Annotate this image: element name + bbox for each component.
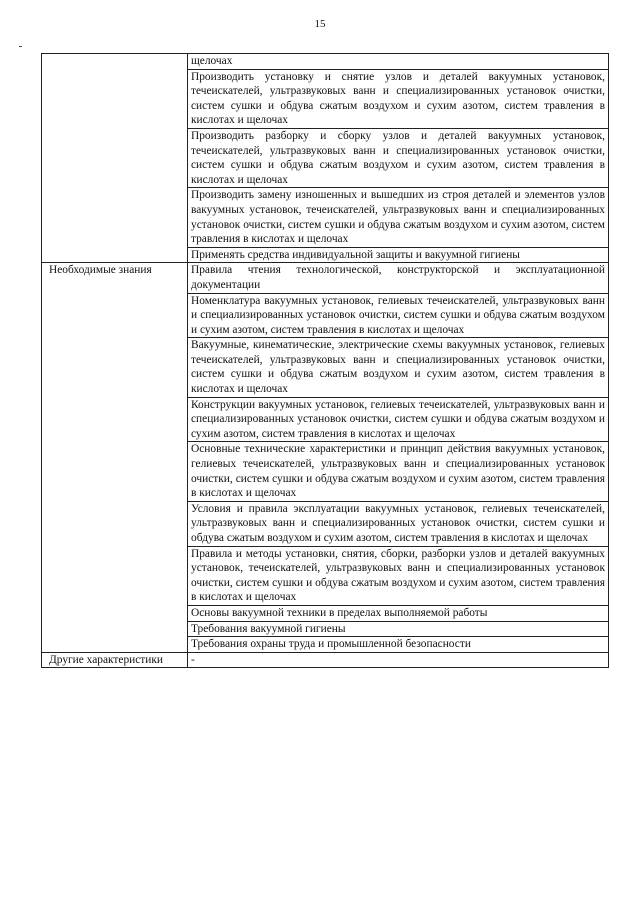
section-label: Другие характеристики xyxy=(49,653,164,666)
item-cell xyxy=(188,54,609,70)
item-cell xyxy=(188,397,609,442)
item-cell xyxy=(188,69,609,128)
item-cell xyxy=(188,263,609,293)
list-item: Конструкции вакуумных установок, гелиевых течеискателей, ультразвуковых ванн и специализированных установок очистки, систем сушки и обдува сжатым воздухом и сухим азотом, систем травления в кислотах и щелочах xyxy=(191,398,605,440)
list-item: Требования охраны труда и промышленной безопасности xyxy=(191,638,471,651)
list-item: Номенклатура вакуумных установок, гелиевых течеискателей, ультразвуковых ванн и специализированных установок очистки, систем сушки и обдува сжатым воздухом и сухим азотом, систем травления в кислотах и щелочах xyxy=(191,294,605,336)
table-row xyxy=(42,54,609,70)
list-item: щелочах xyxy=(191,55,233,67)
item-cell xyxy=(188,442,609,501)
list-item: Вакуумные, кинематические, электрические схемы вакуумных установок, гелиевых течеискателей, ультразвуковых ванн и специализированных установок очистки, систем сушки и обдува сжатым воздухом и сухим азотом, систем травления в кислотах и щелочах xyxy=(191,339,605,396)
list-item: Правила и методы установки, снятия, сборки, разборки узлов и деталей вакуумных установок, течеискателей, ультразвуковых ванн и специализированных установок очистки, систем сушки и обдува сжатым воздухом и сухим азотом, систем травления в кислотах и щелочах xyxy=(191,547,605,604)
item-cell xyxy=(188,546,609,605)
list-item: Производить разборку и сборку узлов и деталей вакуумных установок, течеискателей, ультразвуковых ванн и специализированных установок очистки, систем сушки и обдува сжатым воздухом и сухим азотом, систем травления в кислотах и щелочах xyxy=(191,129,605,186)
table-row xyxy=(42,652,609,668)
item-cell xyxy=(188,637,609,653)
item-cell xyxy=(188,247,609,263)
item-cell xyxy=(188,188,609,247)
list-item: Основы вакуумной техники в пределах выполняемой работы xyxy=(191,606,488,619)
requirements-table xyxy=(41,53,609,668)
item-cell xyxy=(188,652,609,668)
margin-mark xyxy=(19,46,22,47)
item-cell xyxy=(188,501,609,546)
section-label: Необходимые знания xyxy=(49,264,152,277)
item-cell xyxy=(188,128,609,187)
table-row xyxy=(42,263,609,293)
list-item: Производить замену изношенных и вышедших из строя деталей и элементов узлов вакуумных установок, течеискателей, ультразвуковых ванн и специализированных установок очистки, систем сушки и обдува сжатым воздухом и сухим азотом, систем травления в кислотах и щелочах xyxy=(191,189,605,246)
section-label-cell xyxy=(42,54,188,263)
item-cell xyxy=(188,605,609,621)
list-item: Правила чтения технологической, конструкторской и эксплуатационной документации xyxy=(191,264,605,291)
list-item: Основные технические характеристики и принцип действия вакуумных установок, гелиевых течеискателей, ультразвуковых ванн и специализированных установок очистки, систем сушки и обдува сжатым воздухом и сухим азотом, систем травления в кислотах и щелочах xyxy=(191,443,605,500)
list-item: Условия и правила эксплуатации вакуумных установок, гелиевых течеискателей, ультразвуковых ванн и специализированных установок очистки, систем сушки и обдува сжатым воздухом и сухим азотом, систем травления в кислотах и щелочах xyxy=(191,502,605,544)
page-number: 15 xyxy=(314,18,326,30)
item-cell xyxy=(188,338,609,397)
section-label-cell xyxy=(42,263,188,652)
list-item: Требования вакуумной гигиены xyxy=(191,622,346,635)
item-cell xyxy=(188,293,609,338)
list-item: Применять средства индивидуальной защиты и вакуумной гигиены xyxy=(191,248,520,261)
item-cell xyxy=(188,621,609,637)
list-item: - xyxy=(191,653,195,666)
list-item: Производить установку и снятие узлов и деталей вакуумных установок, течеискателей, ультразвуковых ванн и специализированных установок очистки, систем сушки и обдува сжатым воздухом и сухим азотом, систем травления в кислотах и щелочах xyxy=(191,70,605,127)
section-label-cell xyxy=(42,652,188,668)
